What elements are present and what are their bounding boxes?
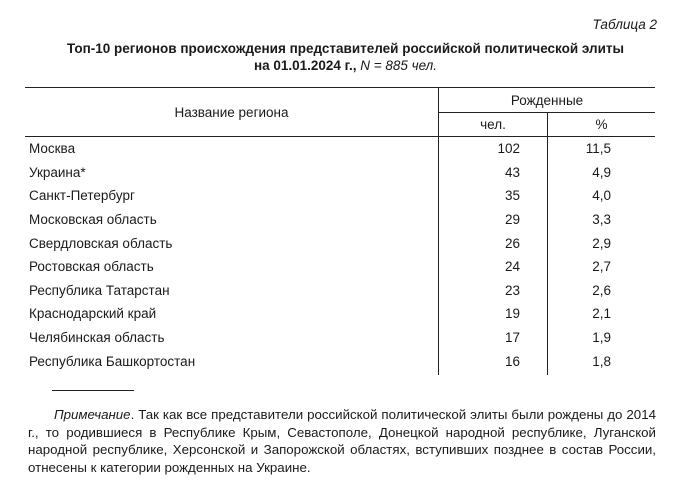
table-title-line1: Топ-10 регионов происхождения представителей российской политической элиты <box>66 41 625 56</box>
title-n-value: = 885 чел. <box>369 58 438 73</box>
percent-cell: 2,1 <box>592 306 611 322</box>
table-row <box>25 184 655 208</box>
title-n-symbol: N <box>360 58 370 73</box>
table-row <box>25 326 655 350</box>
count-cell: 23 <box>439 279 548 303</box>
percent-cell: 2,6 <box>592 282 611 298</box>
count-cell: 102 <box>439 137 548 161</box>
count-cell: 35 <box>439 184 548 208</box>
region-cell: Москва <box>25 137 439 161</box>
region-cell: Украина* <box>25 161 439 185</box>
table-number-label: Таблица 2 <box>592 17 657 32</box>
table-row <box>25 161 655 185</box>
region-cell: Республика Татарстан <box>25 279 439 303</box>
column-header-region: Название региона <box>25 88 439 137</box>
percent-cell: 11,5 <box>585 141 611 157</box>
table-row <box>25 349 655 375</box>
count-cell: 43 <box>439 161 548 185</box>
regions-table <box>25 87 655 375</box>
region-cell: Челябинская область <box>25 326 439 350</box>
table-row <box>25 208 655 232</box>
count-cell: 29 <box>439 208 548 232</box>
column-header-percent: % <box>595 117 608 132</box>
count-cell: 17 <box>439 326 548 350</box>
count-cell: 24 <box>439 255 548 279</box>
region-cell: Ростовская область <box>25 255 439 279</box>
percent-cell: 2,7 <box>592 259 611 275</box>
table-row <box>25 302 655 326</box>
region-cell: Краснодарский край <box>25 302 439 326</box>
percent-cell: 4,9 <box>592 164 611 180</box>
column-header-born: Рожденные <box>439 88 656 113</box>
region-cell: Санкт-Петербург <box>25 184 439 208</box>
table-note <box>28 406 656 476</box>
region-cell: Республика Башкортостан <box>25 349 439 375</box>
count-cell: 19 <box>439 302 548 326</box>
percent-cell: 1,8 <box>592 353 611 369</box>
table-row <box>25 279 655 303</box>
footnote-separator <box>52 390 134 391</box>
table-row <box>25 231 655 255</box>
percent-cell: 2,9 <box>592 235 611 251</box>
count-cell: 16 <box>439 349 548 375</box>
percent-cell: 1,9 <box>592 330 611 346</box>
note-text: . Так как все представители российской политической элиты были рождены до 2014 г., то родившиеся в Республике Крым, Севастополе, Донецкой народной республике, Луганской народной республике, Херсонской и Запорожской областях, вступивших позднее в состав России, отнесены к категории рожденных на Украине. <box>28 407 656 475</box>
percent-cell: 4,0 <box>592 188 611 204</box>
table-title-line2 <box>0 57 691 74</box>
column-header-count: чел. <box>439 113 548 137</box>
region-cell: Московская область <box>25 208 439 232</box>
percent-cell: 3,3 <box>592 212 611 228</box>
region-cell: Свердловская область <box>25 231 439 255</box>
note-lead: Примечание <box>54 407 131 422</box>
title-date: на 01.01.2024 г., <box>253 58 361 73</box>
table-row <box>25 137 655 161</box>
table-row <box>25 255 655 279</box>
table-body <box>25 137 655 375</box>
count-cell: 26 <box>439 231 548 255</box>
table-title <box>0 40 691 74</box>
